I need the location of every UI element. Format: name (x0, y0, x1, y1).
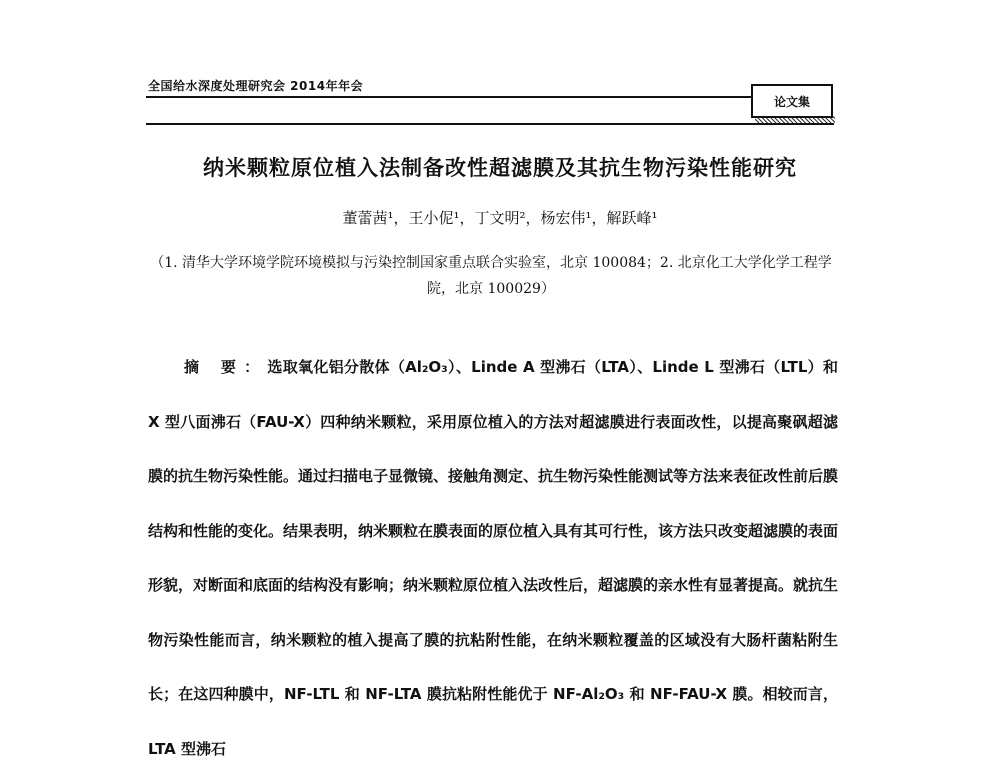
conference-header: 全国给水深度处理研究会 2014年年会 (148, 79, 364, 93)
affiliation: （1. 清华大学环境学院环境模拟与污染控制国家重点联合实验室，北京 100084；2. 北京化工大学化学工程学院，北京 100029） (150, 255, 832, 297)
abstract (148, 340, 838, 776)
abstract-text: 选取氧化铝分散体（Al₂O₃）、Linde A 型沸石（LTA）、Linde L 型沸石（LTL）和 X 型八面沸石（FAU-X）四种纳米颗粒，采用原位植入的方法对超滤膜进行表面改性，以提高聚砜超滤膜的抗生物污染性能。通过扫描电子显微镜、接触角测定、抗生物污染性能测试等方法来表征改性前后膜结构和性能的变化。结果表明，纳米颗粒在膜表面的原位植入具有其可行性，该方法只改变超滤膜的表面形貌，对断面和底面的结构没有影响；纳米颗粒原位植入法改性后，超滤膜的亲水性有显著提高。就抗生物污染性能而言，纳米颗粒的植入提高了膜的抗粘附性能，在纳米颗粒覆盖的区域没有大肠杆菌粘附生长；在这四种膜中，NF-LTL 和 NF-LTA 膜抗粘附性能优于 NF-Al₂O₃ 和 NF-FAU-X 膜。相较而言，LTA 型沸石 (148, 358, 839, 758)
header-rule-top (146, 96, 751, 98)
section-badge: 论文集 (751, 84, 833, 118)
abstract-label: 摘 要： (184, 358, 268, 376)
paper-title: 纳米颗粒原位植入法制备改性超滤膜及其抗生物污染性能研究 (203, 155, 797, 180)
author-list: 董蕾茜¹，王小伲¹，丁文明²，杨宏伟¹，解跃峰¹ (342, 209, 658, 227)
header-rule-bottom (146, 123, 834, 125)
